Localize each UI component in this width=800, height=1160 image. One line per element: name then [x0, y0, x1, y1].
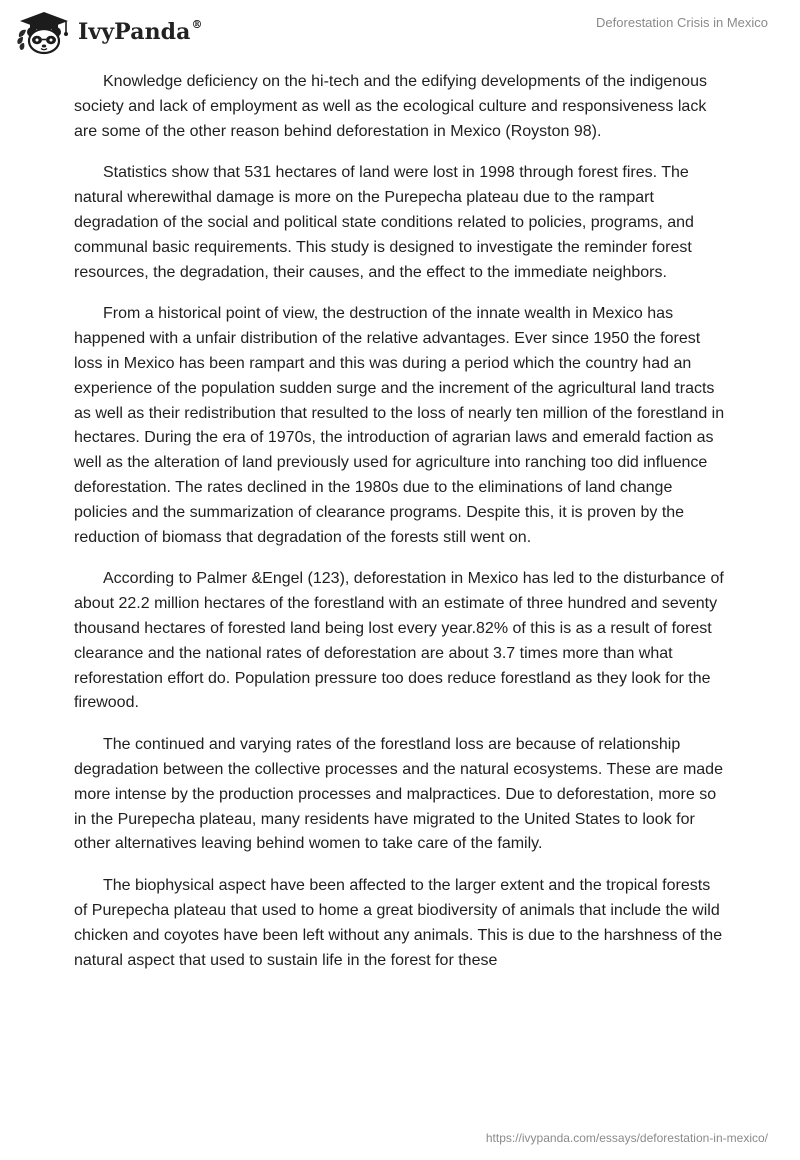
ivypanda-logo[interactable]	[16, 8, 203, 58]
brand-text: IvyPanda	[78, 19, 191, 45]
source-url[interactable]: https://ivypanda.com/essays/deforestation-in-mexico/	[485, 1131, 768, 1145]
panda-graduate-icon	[16, 11, 72, 55]
paragraph-2: Statistics show that 531 hectares of land were lost in 1998 through forest fires. The natural wherewithal damage is more on the Purepecha plateau due to the rampart degradation of the social and political state conditions related to policies, programs, and communal basic requirements. This study is designed to investigate the reminder forest resources, the degradation, their causes, and the effect to the immediate neighbors.	[74, 164, 694, 281]
paragraph-4: According to Palmer &Engel (123), deforestation in Mexico has led to the disturbance of about 22.2 million hectares of the forestland with an estimate of three hundred and seventy thousand hectares of forested land being lost every year.82% of this is as a result of forest clearance and the national rates of deforestation are about 3.7 times more than what reforestation effort do. Population pressure too does reduce forestland as they look for the firewood.	[74, 570, 724, 712]
registered-mark: ®	[191, 17, 203, 31]
paragraph-5: The continued and varying rates of the forestland loss are because of relationship degradation between the collective processes and the natural ecosystems. These are made more intense by the production processes and malpractices. Due to deforestation, more so in the Purepecha plateau, many residents have migrated to the United States to look for other alternatives leaving behind women to take care of the family.	[74, 736, 723, 853]
essay-body	[74, 70, 726, 990]
paragraph-1: Knowledge deficiency on the hi-tech and the edifying developments of the indigenous society and lack of employment as well as the ecological culture and responsiveness lack are some of the other reason behind deforestation in Mexico (Royston 98).	[74, 73, 707, 140]
document-title: Deforestation Crisis in Mexico	[596, 15, 768, 30]
paragraph-3: From a historical point of view, the destruction of the innate wealth in Mexico has happened with a unfair distribution of the relative advantages. Ever since 1950 the forest loss in Mexico has been rampart and this was during a period which the country had an experience of the population sudden surge and the increment of the agricultural land tracts as well as their redistribution that resulted to the loss of nearly ten million of the forestland in hectares. During the era of 1970s, the introduction of agrarian laws and emerald faction as well as the alteration of land previously used for agriculture into ranching too did influence deforestation. The rates declined in the 1980s due to the eliminations of land change policies and the summarization of clearance programs. Despite this, it is proven by the reduction of biomass that degradation of the forests still went on.	[74, 305, 725, 546]
paragraph-6: The biophysical aspect have been affected to the larger extent and the tropical forests of Purepecha plateau that used to home a great biodiversity of animals that include the wild chicken and coyotes have been left without any animals. This is due to the harshness of the natural aspect that used to sustain life in the forest for these	[74, 877, 723, 969]
page-header	[0, 0, 800, 62]
brand-name	[78, 19, 203, 45]
